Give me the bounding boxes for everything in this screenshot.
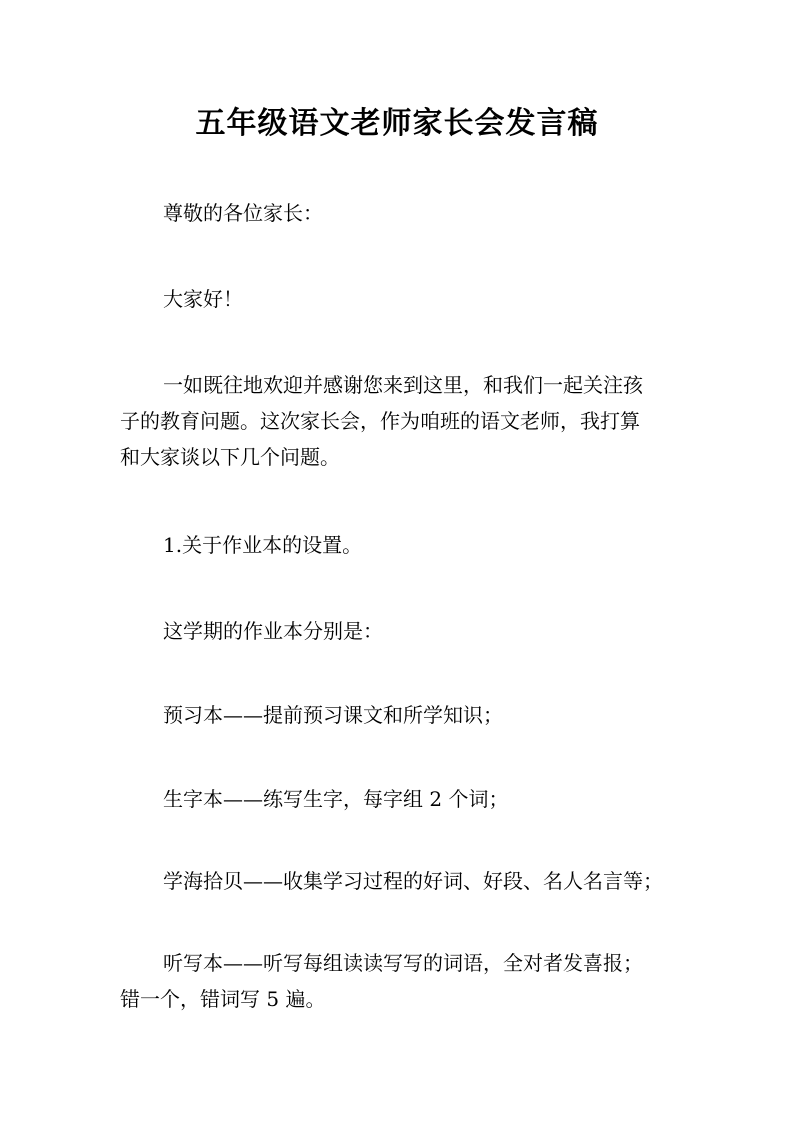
paragraph-collection-book <box>120 863 690 899</box>
paragraph-line: 大家好！ <box>163 287 243 311</box>
paragraph-line: 生字本——练写生字，每字组 2 个词； <box>163 787 509 811</box>
paragraph-character-book <box>120 781 690 817</box>
paragraph-line: 一如既往地欢迎并感谢您来到这里，和我们一起关注孩 <box>163 373 643 397</box>
paragraph-line: 这学期的作业本分别是： <box>163 619 383 643</box>
paragraph-greeting <box>120 195 690 231</box>
paragraph-line: 听写本——听写每组读读写写的词语，全对者发喜报； <box>163 951 643 975</box>
paragraph-section-1 <box>120 527 690 563</box>
paragraph-line: 错一个，错词写 5 遍。 <box>120 987 326 1011</box>
paragraph-line: 和大家谈以下几个问题。 <box>120 445 340 469</box>
paragraph-line: 1.关于作业本的设置。 <box>163 533 363 557</box>
paragraph-workbooks-intro <box>120 613 690 649</box>
paragraph-line: 尊敬的各位家长： <box>163 201 323 225</box>
paragraph-line: 子的教育问题。这次家长会，作为咱班的语文老师，我打算 <box>120 409 640 433</box>
paragraph-line: 学海拾贝——收集学习过程的好词、好段、名人名言等； <box>163 869 663 893</box>
document-title: 五年级语文老师家长会发言稿 <box>195 106 599 141</box>
paragraph-intro <box>120 367 690 475</box>
paragraph-line: 预习本——提前预习课文和所学知识； <box>163 703 503 727</box>
paragraph-dictation-book <box>120 945 690 1017</box>
paragraph-preview-book <box>120 697 690 733</box>
paragraph-hello <box>120 281 690 317</box>
